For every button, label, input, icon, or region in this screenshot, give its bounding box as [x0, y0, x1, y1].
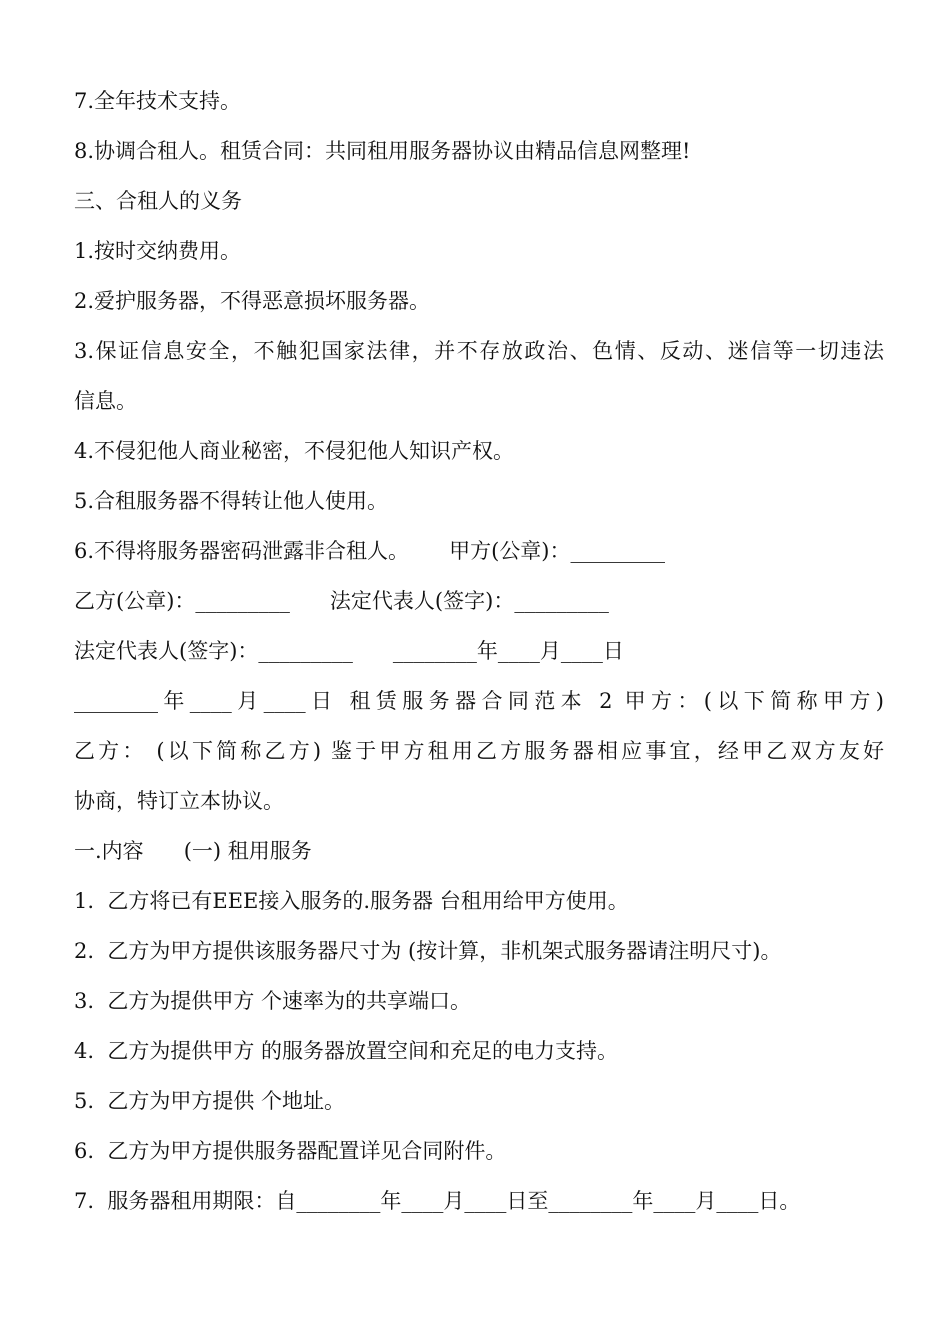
- clause-line: 5. 乙方为甲方提供 个地址。: [74, 1089, 346, 1113]
- clause-line: 7.全年技术支持。: [74, 89, 242, 113]
- clause-line: 4. 乙方为提供甲方 的服务器放置空间和充足的电力支持。: [74, 1039, 619, 1063]
- contract-title-line: ________年____月____日 租赁服务器合同范本 2 甲方：(以下简称甲方): [74, 689, 884, 713]
- clause-line: 5.合租服务器不得转让他人使用。: [74, 489, 389, 513]
- clause-line: 7. 服务器租用期限：自________年____月____日至________年____月____日。: [74, 1189, 801, 1213]
- signature-line: 法定代表人(签字)：_________ ________年____月____日: [74, 639, 624, 663]
- clause-line: 3. 乙方为提供甲方 个速率为的共享端口。: [74, 989, 472, 1013]
- clause-line: 4.不侵犯他人商业秘密，不侵犯他人知识产权。: [74, 439, 515, 463]
- clause-line-continuation: 信息。: [74, 389, 137, 413]
- clause-line: 1. 乙方将已有EEE接入服务的.服务器 台租用给甲方使用。: [74, 889, 629, 913]
- clause-line: 6. 乙方为甲方提供服务器配置详见合同附件。: [74, 1139, 507, 1163]
- clause-line: 3.保证信息安全，不触犯国家法律，并不存放政治、色情、反动、迷信等一切违法: [74, 339, 884, 363]
- signature-line: 6.不得将服务器密码泄露非合租人。 甲方(公章)：_________: [74, 539, 665, 563]
- clause-line: 8.协调合租人。租赁合同：共同租用服务器协议由精品信息网整理!: [74, 139, 691, 163]
- signature-line: 乙方(公章)：_________ 法定代表人(签字)：_________: [74, 589, 609, 613]
- preamble-line: 协商，特订立本协议。: [74, 789, 284, 813]
- preamble-line: 乙方： (以下简称乙方) 鉴于甲方租用乙方服务器相应事宜，经甲乙双方友好: [74, 739, 884, 763]
- clause-line: 1.按时交纳费用。: [74, 239, 242, 263]
- section-heading: 一.内容 (一) 租用服务: [74, 839, 312, 863]
- section-heading: 三、合租人的义务: [74, 189, 242, 213]
- clause-line: 2.爱护服务器，不得恶意损坏服务器。: [74, 289, 431, 313]
- clause-line: 2. 乙方为甲方提供该服务器尺寸为 (按计算，非机架式服务器请注明尺寸)。: [74, 939, 782, 963]
